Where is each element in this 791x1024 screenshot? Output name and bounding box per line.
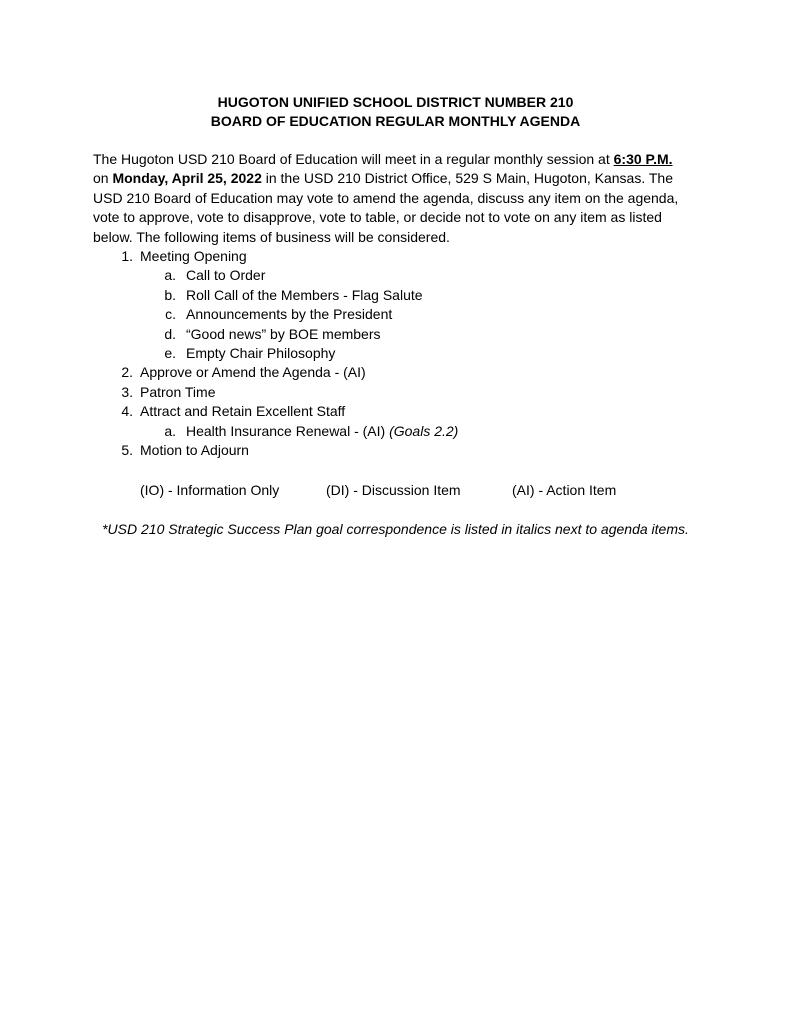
- agenda-subitem: [0, 325, 791, 344]
- item-label: Attract and Retain Excellent Staff: [140, 403, 346, 420]
- footnote: *USD 210 Strategic Success Plan goal correspondence is listed in italics next to agenda items.: [102, 521, 689, 537]
- subitem-label: Empty Chair Philosophy: [186, 344, 336, 361]
- subitem-label: Roll Call of the Members - Flag Salute: [186, 286, 423, 303]
- subitem-letter: d.: [164, 325, 176, 342]
- item-label: Patron Time: [140, 383, 216, 400]
- item-number: 1.: [121, 248, 133, 264]
- goal-reference: (Goals 2.2): [389, 422, 459, 439]
- district-title: HUGOTON UNIFIED SCHOOL DISTRICT NUMBER 210: [217, 94, 574, 110]
- agenda-item: [0, 247, 791, 266]
- agenda-item: [0, 383, 791, 402]
- item-number: 4.: [121, 403, 133, 420]
- agenda-subitem: [0, 344, 791, 363]
- subitem-letter: e.: [164, 344, 176, 361]
- agenda-item: [0, 402, 791, 421]
- legend-action-item: (AI) - Action Item: [512, 482, 617, 498]
- agenda-item: [0, 441, 791, 460]
- subitem-text: Health Insurance Renewal - (AI): [186, 422, 390, 439]
- legend-discussion-item: (DI) - Discussion Item: [326, 482, 461, 498]
- intro-text: The Hugoton USD 210 Board of Education will meet in a regular monthly session at: [93, 151, 614, 167]
- meeting-date: Monday, April 25, 2022: [112, 170, 262, 187]
- agenda-item: [0, 363, 791, 382]
- agenda-list: [0, 247, 791, 460]
- subitem-label: “Good news” by BOE members: [186, 325, 381, 342]
- item-label: Approve or Amend the Agenda - (AI): [140, 364, 366, 381]
- intro-text: in the USD 210 District Office, 529 S Main, Hugoton, Kansas. The: [261, 170, 673, 187]
- intro-paragraph: [93, 150, 713, 247]
- subitem-label: [186, 422, 458, 441]
- intro-line-1: [93, 150, 713, 169]
- subitem-letter: a.: [164, 267, 176, 284]
- item-number: 2.: [121, 364, 133, 381]
- subitem-label: Announcements by the President: [186, 306, 393, 323]
- subitem-letter: c.: [165, 306, 176, 323]
- intro-line-3: USD 210 Board of Education may vote to amend the agenda, discuss any item on the agenda,: [93, 189, 679, 206]
- agenda-subitem: [0, 422, 791, 441]
- item-label: Motion to Adjourn: [140, 441, 249, 458]
- subitem-letter: a.: [164, 422, 176, 439]
- intro-line-2: [93, 169, 713, 188]
- subitem-letter: b.: [164, 286, 176, 303]
- agenda-title: BOARD OF EDUCATION REGULAR MONTHLY AGENDA: [210, 113, 581, 129]
- agenda-subitem: [0, 305, 791, 324]
- legend-information-only: (IO) - Information Only: [140, 482, 280, 498]
- intro-line-5: below. The following items of business will be considered.: [93, 228, 450, 245]
- agenda-subitem: [0, 266, 791, 285]
- intro-line-4: vote to approve, vote to disapprove, vote to table, or decide not to vote on any item as listed: [93, 209, 662, 226]
- item-number: 3.: [121, 383, 133, 400]
- subitem-label: Call to Order: [186, 267, 266, 284]
- meeting-time: 6:30 P.M.: [613, 151, 673, 167]
- agenda-subitem: [0, 286, 791, 305]
- intro-text: on: [93, 170, 113, 187]
- item-label: Meeting Opening: [140, 248, 247, 264]
- item-number: 5.: [121, 441, 133, 458]
